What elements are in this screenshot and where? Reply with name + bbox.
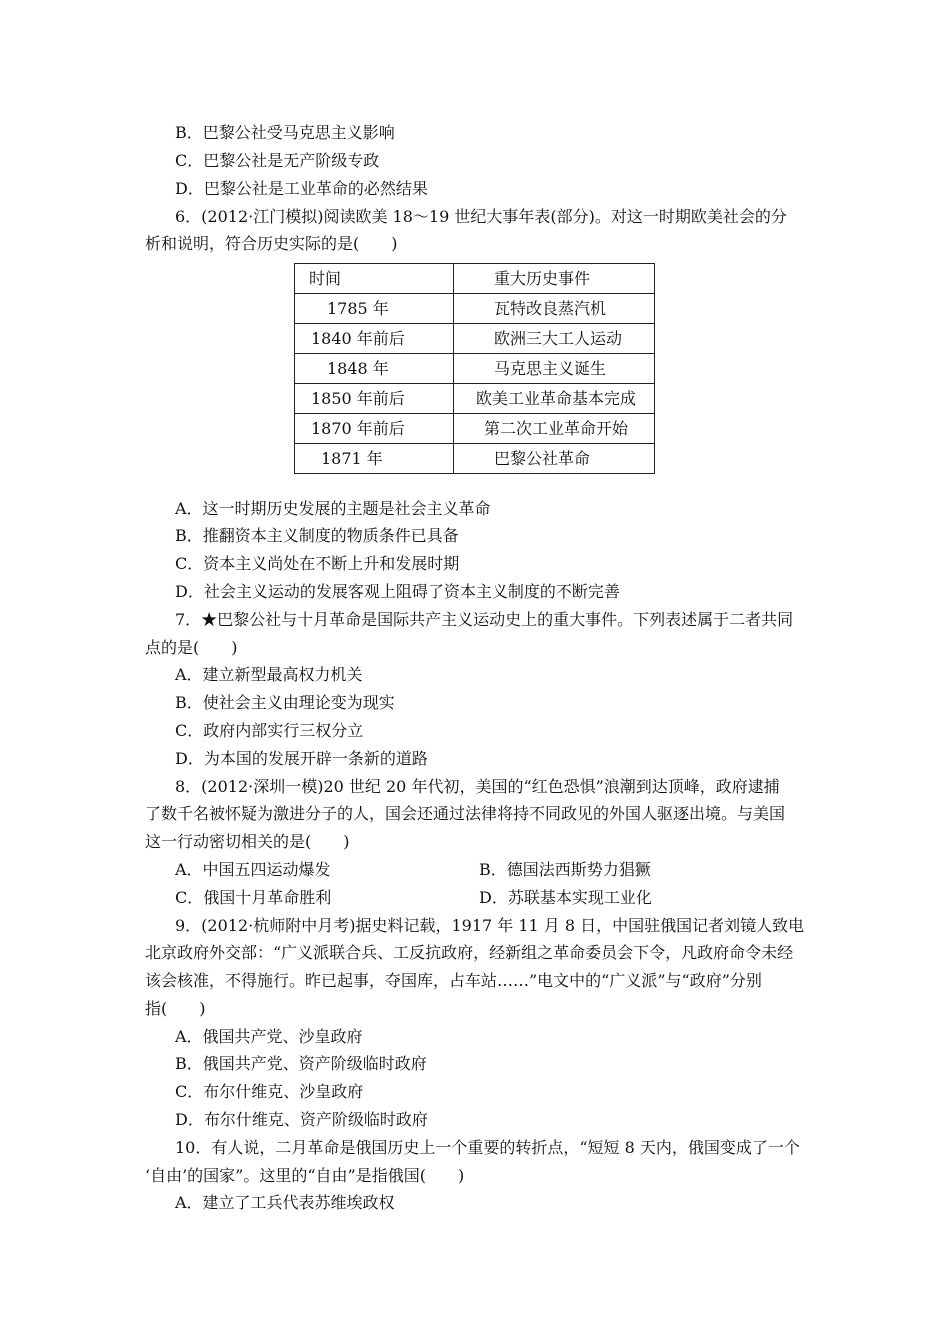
q6-timeline-table [294, 263, 655, 474]
q6-stem-line-1: 6．(2012·江门模拟)阅读欧美 18～19 世纪大事年表(部分)。对这一时期欧美社会的分 [175, 207, 787, 226]
q9-option-c: C．布尔什维克、沙皇政府 [175, 1082, 364, 1101]
table-header-row [295, 264, 655, 294]
q9-stem-line-1: 9．(2012·杭师附中月考)据史料记载，1917 年 11 月 8 日，中国驻俄国记者刘镜人致电 [175, 916, 805, 935]
q8-stem-line-1: 8．(2012·深圳一模)20 世纪 20 年代初，美国的“红色恐惧”浪潮到达顶峰，政府逮捕 [175, 777, 780, 796]
q6-stem-line-2: 析和说明，符合历史实际的是( ) [145, 234, 398, 253]
q6-option-a: A．这一时期历史发展的主题是社会主义革命 [175, 499, 491, 518]
q8-stem-line-3: 这一行动密切相关的是( ) [145, 832, 350, 851]
q10-stem-line-2: ‘自由’的国家”。这里的“自由”是指俄国( ) [145, 1166, 465, 1185]
q7-option-c: C．政府内部实行三权分立 [175, 721, 364, 740]
table-cell-time: 1850 年前后 [295, 384, 454, 414]
q7-stem-line-1: 7．★巴黎公社与十月革命是国际共产主义运动史上的重大事件。下列表述属于二者共同 [175, 610, 794, 629]
q8-option-b: B．德国法西斯势力猖獗 [479, 860, 651, 879]
table-row [295, 294, 655, 324]
q9-option-a: A．俄国共产党、沙皇政府 [175, 1027, 363, 1046]
table-cell-event: 巴黎公社革命 [454, 444, 655, 474]
q10-stem-line-1: 10．有人说，二月革命是俄国历史上一个重要的转折点，“短短 8 天内，俄国变成了一个 [175, 1138, 800, 1157]
table-cell-time: 1840 年前后 [295, 324, 454, 354]
q7-stem-line-2: 点的是( ) [145, 638, 238, 657]
table-cell-event: 马克思主义诞生 [454, 354, 655, 384]
table-row [295, 324, 655, 354]
q5-option-b: B．巴黎公社受马克思主义影响 [175, 123, 395, 142]
table-cell-time: 1871 年 [295, 444, 454, 474]
q8-option-a: A．中国五四运动爆发 [175, 860, 331, 879]
q6-option-c: C．资本主义尚处在不断上升和发展时期 [175, 554, 460, 573]
q8-option-d: D．苏联基本实现工业化 [479, 888, 652, 907]
q10-option-a: A．建立了工兵代表苏维埃政权 [175, 1193, 395, 1212]
table-cell-event: 第二次工业革命开始 [454, 414, 655, 444]
table-header-event: 重大历史事件 [454, 264, 655, 294]
q9-stem-line-3: 该会核准，不得施行。昨已起事，夺国库，占车站……”电文中的“广义派”与“政府”分别 [145, 971, 762, 990]
q7-option-d: D．为本国的发展开辟一条新的道路 [175, 749, 428, 768]
q9-stem-line-2: 北京政府外交部：“广义派联合兵、工反抗政府，经新组之革命委员会下令，凡政府命令未经 [145, 943, 794, 962]
table-cell-time: 1785 年 [295, 294, 454, 324]
q5-option-d: D．巴黎公社是工业革命的必然结果 [175, 179, 428, 198]
q7-option-b: B．使社会主义由理论变为现实 [175, 693, 395, 712]
q6-option-d: D．社会主义运动的发展客观上阻碍了资本主义制度的不断完善 [175, 582, 620, 601]
table-cell-event: 瓦特改良蒸汽机 [454, 294, 655, 324]
q8-option-c: C．俄国十月革命胜利 [175, 888, 332, 907]
q9-stem-line-4: 指( ) [145, 999, 206, 1018]
table-cell-event: 欧美工业革命基本完成 [454, 384, 655, 414]
table-cell-time: 1870 年前后 [295, 414, 454, 444]
q6-option-b: B．推翻资本主义制度的物质条件已具备 [175, 526, 459, 545]
q7-option-a: A．建立新型最高权力机关 [175, 665, 363, 684]
q9-option-d: D．布尔什维克、资产阶级临时政府 [175, 1110, 428, 1129]
q8-stem-line-2: 了数千名被怀疑为激进分子的人，国会还通过法律将持不同政见的外国人驱逐出境。与美国 [145, 804, 786, 823]
table-row [295, 414, 655, 444]
table-header-time: 时间 [295, 264, 454, 294]
table-row [295, 354, 655, 384]
table-cell-event: 欧洲三大工人运动 [454, 324, 655, 354]
table-row [295, 384, 655, 414]
q5-option-c: C．巴黎公社是无产阶级专政 [175, 151, 380, 170]
table-row [295, 444, 655, 474]
q9-option-b: B．俄国共产党、资产阶级临时政府 [175, 1054, 427, 1073]
table-cell-time: 1848 年 [295, 354, 454, 384]
